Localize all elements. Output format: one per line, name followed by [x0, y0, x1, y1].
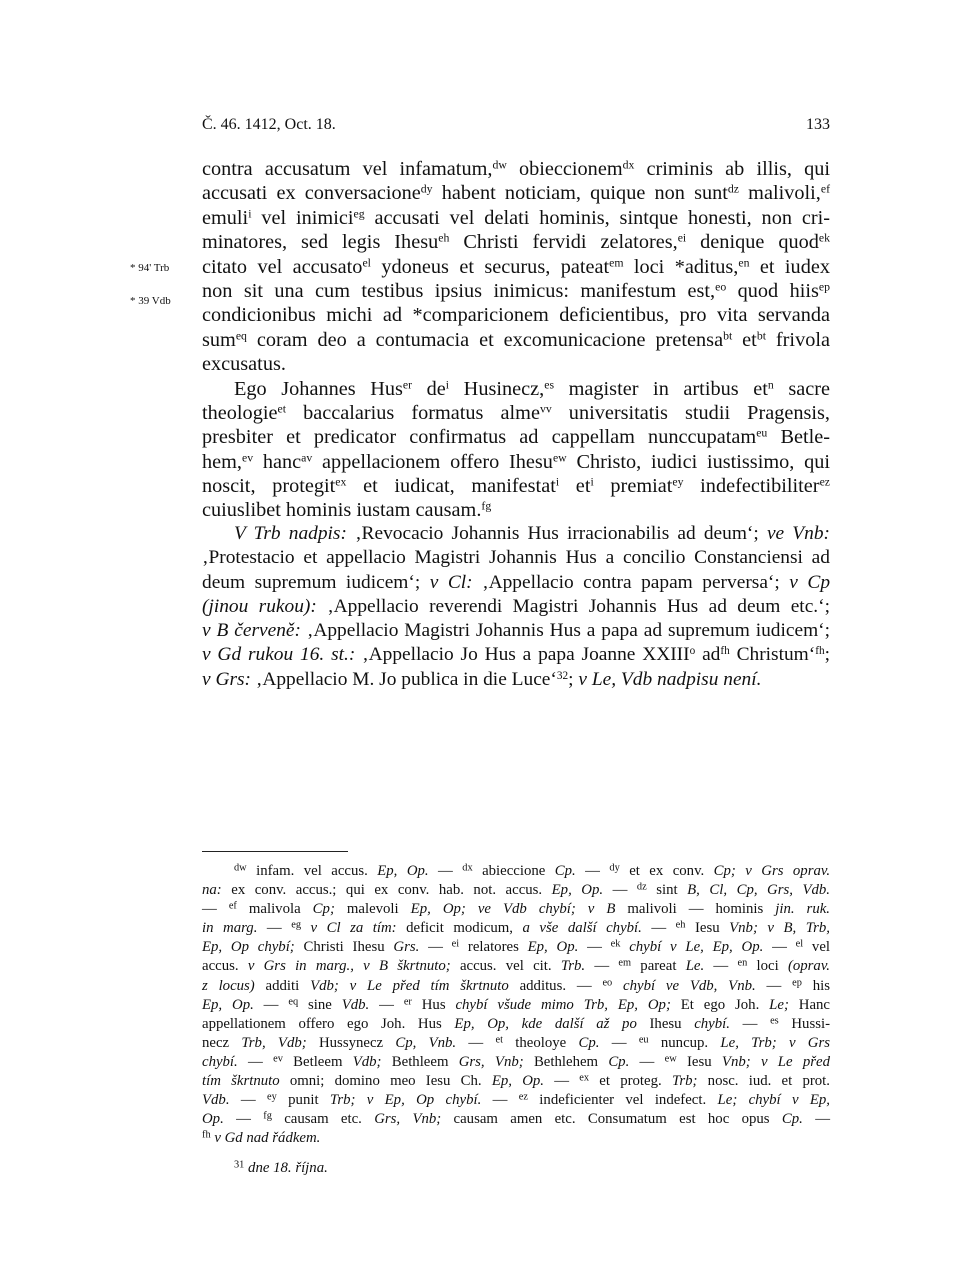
- text-line: [202, 279, 830, 303]
- text-run: quod hiis: [726, 279, 819, 302]
- footnote-line: [202, 1015, 830, 1034]
- footnote-marker: 32: [556, 669, 569, 682]
- text-run: non sit una cum testibus ipsius inimicus: manifestum est,: [202, 279, 716, 302]
- text-run: et iudicat, manifestat: [346, 475, 556, 498]
- footnote-marker: dx: [462, 862, 473, 874]
- text-run: accus.: [202, 958, 248, 975]
- text-run: citato vel accusato: [202, 255, 363, 278]
- text-run: Hussi-: [778, 1015, 831, 1032]
- italic-text: Le, Trb; v Grs: [720, 1034, 830, 1051]
- text-run: vel inimici: [251, 206, 354, 229]
- text-line: [202, 450, 830, 474]
- text-run: appellationem offero ego Joh. Hus: [202, 1015, 455, 1032]
- text-run: malivola: [236, 901, 313, 918]
- text-run: Christo, iudici iustissimo, qui: [566, 450, 831, 473]
- text-run: loci *aditus,: [623, 255, 739, 278]
- italic-text: dne 18. října.: [244, 1160, 328, 1176]
- text-run: baccalarius formatus alme: [285, 401, 540, 424]
- footnote-line: [202, 919, 830, 938]
- footnote-marker: eu: [638, 1034, 649, 1046]
- text-run: nuncup.: [648, 1034, 721, 1051]
- text-run: vel: [803, 939, 831, 956]
- italic-text: a vše další chybí.: [522, 920, 642, 937]
- footnote-marker: eu: [756, 426, 768, 440]
- footnote-line: [202, 977, 830, 996]
- italic-text: Vdb;: [352, 1053, 382, 1070]
- text-run: coram deo a contumacia et excomunicacione pretensa: [246, 328, 724, 351]
- footnote-marker: i: [445, 378, 450, 392]
- text-line: [202, 352, 830, 376]
- footnote-marker: fh: [815, 645, 825, 658]
- text-run: theologie: [202, 401, 278, 424]
- text-run: ‚Appellacio M. Jo publica in die Luce‘: [251, 668, 557, 690]
- footnote-marker: eg: [291, 919, 302, 931]
- text-run: ;: [568, 668, 579, 690]
- footnote-marker: et: [495, 1034, 503, 1046]
- text-run: presbiter et predicator confirmatus ad cappellam nunccupatam: [202, 426, 757, 449]
- text-run: Bethleem: [381, 1053, 459, 1070]
- text-run: ‚Revocacio Johannis Hus irracionabilis ad deum‘;: [346, 523, 767, 544]
- footnote-line: [202, 1129, 830, 1148]
- footnotes: [202, 862, 831, 1176]
- text-line: [202, 401, 830, 425]
- italic-text: v Cl za tím:: [301, 920, 397, 937]
- text-run: pareat: [631, 958, 686, 975]
- page-number: 133: [806, 116, 830, 133]
- text-run: cuiuslibet hominis iustam causam.: [202, 499, 482, 522]
- text-run: frivola: [765, 328, 830, 351]
- note-line: [202, 668, 830, 692]
- text-run: ‚Appellacio Jo Hus a papa Joanne XXIII: [355, 644, 690, 666]
- text-run: punit: [276, 1092, 330, 1109]
- footnote-marker: i: [555, 475, 560, 489]
- text-run: malivoli,: [739, 182, 821, 205]
- footnote-lines: [202, 862, 830, 1148]
- text-run: ydoneus et securus, pateat: [370, 255, 610, 278]
- text-run: his: [801, 977, 831, 994]
- text-run: de: [412, 377, 446, 400]
- text-run: contra accusatum vel infamatum,: [202, 158, 493, 180]
- footnote-line: [202, 1053, 830, 1072]
- text-run: Christi Ihesu: [294, 939, 394, 956]
- footnote-marker: el: [362, 256, 371, 270]
- footnote-marker: ex: [579, 1072, 590, 1084]
- text-run: —: [603, 882, 637, 899]
- footnote-line: [202, 938, 830, 957]
- italic-text: Vnb; v B, Trb,: [729, 920, 830, 937]
- italic-text: Le.: [685, 958, 705, 975]
- italic-text: Ep, Op.: [551, 882, 604, 899]
- footnote-marker: ek: [818, 231, 831, 245]
- footnote-marker: es: [544, 378, 555, 392]
- italic-text: na:: [202, 882, 222, 899]
- manuscript-title-note: [202, 522, 830, 692]
- footnote-line: [202, 957, 830, 976]
- footnote-marker: dy: [609, 862, 620, 874]
- text-run: infam. vel accus.: [246, 863, 378, 879]
- footnote-marker: ef: [820, 182, 830, 196]
- italic-text: Ep, Op.: [377, 863, 429, 879]
- text-run: denique quod: [686, 231, 819, 254]
- footnote-date: [234, 1159, 328, 1178]
- text-run: accusati ex conversacione: [202, 182, 421, 205]
- header-reference: Č. 46. 1412, Oct. 18.: [202, 116, 336, 133]
- text-run: additus. —: [508, 977, 603, 994]
- text-run: malivoli — hominis: [615, 901, 776, 918]
- text-run: —: [456, 1034, 496, 1051]
- text-run: ‚Protestacio et appellacio Magistri Johannis Hus a concilio Constanciensi ad: [202, 547, 830, 569]
- italic-text: chybí.: [694, 1015, 730, 1032]
- footnote-marker: fh: [720, 645, 730, 658]
- footnote-line: [202, 1091, 830, 1110]
- italic-text: Cp.: [781, 1111, 803, 1128]
- text-run: et: [559, 475, 591, 498]
- text-run: Betleem: [282, 1053, 353, 1070]
- text-run: Iesu: [676, 1053, 722, 1070]
- footnote-marker: en: [737, 957, 748, 969]
- italic-text: v Grs in marg., v B škrtnuto;: [247, 958, 451, 975]
- footnote-marker: ez: [518, 1091, 528, 1103]
- text-line: [202, 255, 830, 279]
- footnote-divider: [202, 851, 348, 852]
- text-run: —: [481, 1092, 519, 1109]
- text-run: deficit modicum,: [396, 920, 523, 937]
- italic-text: B, Cl, Cp, Grs, Vdb.: [687, 882, 831, 899]
- footnote-marker: ei: [677, 231, 687, 245]
- footnote-marker: et: [277, 402, 286, 416]
- footnote-marker: ey: [672, 475, 684, 489]
- text-run: et: [732, 328, 757, 351]
- footnote-marker: fg: [481, 500, 492, 513]
- text-run: —: [253, 996, 289, 1013]
- italic-text: tím škrtnuto: [202, 1073, 280, 1090]
- text-run: noscit, protegit: [202, 475, 336, 498]
- footnote-marker: ei: [451, 938, 460, 950]
- text-line: [202, 303, 830, 327]
- text-run: ad: [695, 644, 721, 666]
- footnote-marker: ey: [267, 1091, 277, 1103]
- text-run: —: [599, 1034, 639, 1051]
- text-run: —: [428, 863, 463, 879]
- footnote-marker: ev: [242, 451, 254, 465]
- note-line: [202, 643, 830, 667]
- italic-text: Le; chybí v Ep,: [717, 1092, 830, 1109]
- italic-text: Trb; v Ep, Op chybí.: [329, 1092, 482, 1109]
- text-run: Christum‘: [729, 644, 816, 666]
- text-run: causam amen etc. Consumatum est hoc opus: [441, 1111, 782, 1128]
- italic-text: Ep, Op.: [202, 996, 254, 1013]
- text-run: —: [641, 920, 676, 937]
- footnote-marker: eo: [715, 280, 727, 294]
- footnote-marker: bt: [756, 329, 766, 343]
- italic-text: Grs.: [393, 939, 420, 956]
- italic-text: Cp;: [312, 901, 335, 918]
- text-run: ‚Appellacio Magistri Johannis Hus a papa ad supremum iudicem‘;: [300, 620, 830, 642]
- footnote-marker: dy: [420, 182, 433, 196]
- italic-text: Trb.: [560, 958, 586, 975]
- footnote-line: [202, 881, 830, 900]
- footnote-marker: ez: [819, 475, 831, 489]
- footnote-marker: ex: [335, 475, 347, 489]
- italic-text: Trb, Vdb;: [241, 1034, 307, 1051]
- italic-text: Cp, Vnb.: [395, 1034, 457, 1051]
- text-run: —: [629, 1053, 665, 1070]
- text-run: relatores: [459, 939, 528, 956]
- text-run: malevoli: [334, 901, 411, 918]
- footnote-marker: fh: [202, 1129, 211, 1141]
- footnote-marker: 31: [234, 1159, 245, 1171]
- footnote-marker: eq: [235, 329, 247, 343]
- footnote-marker: dx: [622, 158, 635, 172]
- italic-text: Ep, Op chybí;: [202, 939, 295, 956]
- footnote-marker: eo: [602, 976, 613, 988]
- text-run: omni; domino meo Iesu Ch.: [279, 1073, 492, 1090]
- footnote-marker: es: [770, 1015, 779, 1027]
- footnote-line: [202, 996, 830, 1015]
- italic-text: (jinou rukou):: [202, 595, 317, 617]
- italic-text: v Gd rukou 16. st.:: [202, 644, 356, 666]
- text-run: —: [202, 901, 229, 918]
- text-run: indefectibiliter: [683, 475, 820, 498]
- text-run: Husinecz,: [449, 377, 545, 400]
- text-run: —: [802, 1111, 830, 1128]
- italic-text: Vnb; v Le před: [721, 1053, 830, 1070]
- italic-text: v Gd nad řádkem.: [210, 1130, 321, 1147]
- footnote-line: [202, 900, 830, 919]
- running-header: [202, 116, 830, 140]
- footnote-marker: fg: [263, 1110, 272, 1122]
- text-run: sacre: [773, 377, 831, 400]
- text-run: appellacionem offero Ihesu: [312, 450, 553, 473]
- italic-text: jin. ruk.: [775, 901, 830, 918]
- margin-note-vdb: * 39 Vdb: [130, 295, 171, 307]
- text-run: Iesu: [685, 920, 730, 937]
- italic-text: v Grs:: [202, 668, 252, 690]
- text-run: additi: [254, 977, 311, 994]
- footnote-line: [202, 1034, 830, 1053]
- text-line: [202, 230, 830, 254]
- italic-text: Op.: [202, 1111, 224, 1128]
- text-run: excusatus.: [202, 353, 286, 376]
- note-line: [202, 522, 830, 546]
- text-run: Et ego Joh.: [670, 996, 770, 1013]
- footnote-marker: bt: [723, 329, 733, 343]
- italic-text: Ep, Op, kde další až po: [454, 1015, 637, 1032]
- footnote-marker: eh: [675, 919, 686, 931]
- italic-text: Ep, Op.: [491, 1073, 545, 1090]
- text-line: [202, 157, 830, 181]
- text-run: —: [237, 1053, 274, 1070]
- footnote-marker: i: [590, 475, 594, 489]
- footnote-marker: en: [738, 256, 750, 270]
- text-run: minatores, sed legis Ihesu: [202, 231, 439, 254]
- note-line: [202, 571, 830, 595]
- italic-text: z locus): [202, 977, 255, 994]
- text-run: —: [575, 863, 610, 879]
- italic-text: chybí ve Vdb, Vnb.: [612, 977, 756, 994]
- italic-text: in marg.: [202, 920, 258, 937]
- footnote-marker: er: [402, 378, 413, 392]
- text-run: accus. vel cit.: [450, 958, 561, 975]
- italic-text: v Le, Vdb nadpisu není.: [578, 668, 762, 690]
- text-run: hem,: [202, 450, 242, 473]
- footnote-marker: eg: [353, 207, 365, 221]
- footnote-marker: ep: [792, 976, 802, 988]
- text-line: [202, 498, 830, 522]
- footnote-line: [202, 1110, 830, 1129]
- text-run: hanc: [253, 450, 302, 473]
- footnote-line: [202, 1072, 830, 1091]
- footnote-marker: ef: [228, 900, 237, 912]
- text-run: —: [229, 1092, 268, 1109]
- italic-text: Cp.: [608, 1053, 630, 1070]
- note-line: [202, 546, 830, 570]
- text-line: [202, 425, 830, 449]
- text-run: —: [755, 977, 793, 994]
- italic-text: Ep, Op; ve Vdb chybí; v B: [410, 901, 616, 918]
- text-run: —: [578, 939, 611, 956]
- text-run: ‚Appellacio contra papam perversa‘;: [472, 571, 790, 593]
- text-run: obieccionem: [506, 158, 623, 180]
- text-run: et proteg.: [589, 1073, 672, 1090]
- text-run: abieccione: [472, 863, 555, 879]
- note-line: [202, 619, 830, 643]
- italic-text: Cp; v Grs oprav.: [713, 863, 831, 879]
- text-run: loci: [747, 958, 788, 975]
- italic-text: chybí všude mimo Trb, Ep, Op;: [455, 996, 671, 1013]
- text-run: —: [585, 958, 619, 975]
- italic-text: V Trb nadpis:: [234, 523, 347, 544]
- footnote-marker: i: [248, 207, 252, 221]
- text-run: theoloye: [502, 1034, 579, 1051]
- text-run: Ego Johannes Hus: [234, 377, 403, 400]
- text-run: habent noticiam, quique non sunt: [432, 182, 728, 205]
- footnote-marker: eh: [438, 231, 450, 245]
- text-run: ex conv. accus.; qui ex conv. hab. not. accus.: [221, 882, 552, 899]
- text-run: Hanc: [788, 996, 830, 1013]
- italic-text: Grs, Vnb;: [458, 1053, 524, 1070]
- text-line: [202, 181, 830, 205]
- footnote-marker: el: [795, 938, 804, 950]
- footnote-marker: o: [689, 645, 696, 658]
- text-run: sine: [298, 996, 342, 1013]
- text-run: —: [704, 958, 738, 975]
- text-run: emuli: [202, 206, 249, 229]
- text-run: nosc. iud. et prot.: [697, 1073, 830, 1090]
- footnote-marker: av: [301, 451, 313, 465]
- text-run: condicionibus michi ad *comparicionem deficientibus, pro vita servanda: [202, 304, 830, 327]
- text-run: accusati vel delati hominis, sintque honesti, non cri-: [364, 206, 831, 229]
- text-run: et iudex: [749, 255, 830, 278]
- footnote-marker: em: [618, 957, 632, 969]
- italic-text: ve Vnb:: [766, 523, 830, 544]
- italic-text: Trb;: [671, 1073, 698, 1090]
- footnote-marker: ew: [552, 451, 567, 465]
- footnote-marker: vv: [539, 402, 552, 416]
- text-line: [202, 474, 830, 498]
- text-line: [202, 206, 830, 230]
- text-run: ;: [824, 644, 830, 666]
- italic-text: Vdb.: [202, 1092, 230, 1109]
- text-run: Hussynecz: [306, 1034, 396, 1051]
- text-run: —: [223, 1111, 264, 1128]
- text-run: sint: [646, 882, 688, 899]
- footnote-marker: dz: [727, 182, 740, 196]
- text-run: —: [419, 939, 452, 956]
- margin-note-trb: * 94' Trb: [130, 262, 170, 274]
- text-run: —: [729, 1015, 771, 1032]
- text-run: Christi fervidi zelatores,: [449, 231, 678, 254]
- italic-text: Vdb.: [341, 996, 370, 1013]
- italic-text: v Cl:: [429, 571, 473, 593]
- italic-text: chybí v Le, Ep, Op.: [620, 939, 764, 956]
- italic-text: Cp.: [578, 1034, 600, 1051]
- italic-text: Grs, Vnb;: [374, 1111, 442, 1128]
- text-run: Betle-: [767, 426, 831, 449]
- italic-text: (oprav.: [787, 958, 831, 975]
- main-text: [202, 157, 830, 523]
- footnote-marker: dw: [492, 158, 507, 172]
- italic-text: chybí.: [202, 1053, 238, 1070]
- italic-text: v Cp: [789, 571, 831, 593]
- text-run: Ihesu: [636, 1015, 695, 1032]
- text-run: sum: [202, 328, 236, 351]
- footnote-marker: ek: [610, 938, 621, 950]
- footnote-marker: eq: [288, 996, 299, 1007]
- text-run: necz: [202, 1034, 242, 1051]
- footnote-marker: er: [403, 996, 412, 1007]
- footnote-marker: ep: [818, 280, 831, 294]
- italic-text: v B červeně:: [202, 620, 301, 642]
- footnote-marker: ew: [664, 1053, 677, 1065]
- text-run: criminis ab illis, qui: [634, 158, 831, 180]
- text-line: [202, 328, 830, 352]
- text-run: indeficienter vel indefect.: [527, 1092, 718, 1109]
- text-run: ‚Appellacio reverendi Magistri Johannis Hus ad deum etc.‘;: [316, 595, 830, 617]
- text-run: —: [257, 920, 292, 937]
- note-line: [202, 595, 830, 619]
- footnote-marker: dz: [636, 881, 647, 893]
- text-run: Bethlehem: [523, 1053, 609, 1070]
- italic-text: Cp.: [554, 863, 576, 879]
- text-run: causam etc.: [271, 1111, 375, 1128]
- text-run: Hus: [411, 996, 456, 1013]
- text-run: et ex conv.: [619, 863, 714, 879]
- text-run: —: [369, 996, 404, 1013]
- footnote-marker: dw: [234, 862, 247, 874]
- italic-text: Ep, Op.: [527, 939, 579, 956]
- text-run: —: [544, 1073, 580, 1090]
- italic-text: Le;: [769, 996, 789, 1013]
- text-run: —: [763, 939, 796, 956]
- footnote-marker: n: [767, 378, 774, 392]
- text-run: deum supremum iudicem‘;: [202, 571, 430, 593]
- footnote-marker: ev: [273, 1053, 283, 1065]
- footnote-marker: em: [609, 256, 624, 270]
- text-run: magister in artibus et: [554, 377, 768, 400]
- text-run: universitatis studii Pragensis,: [551, 401, 830, 424]
- italic-text: Vdb; v Le před tím škrtnuto: [310, 977, 509, 994]
- text-line: [202, 377, 830, 401]
- footnote-line: [202, 862, 830, 881]
- text-run: premiat: [593, 475, 673, 498]
